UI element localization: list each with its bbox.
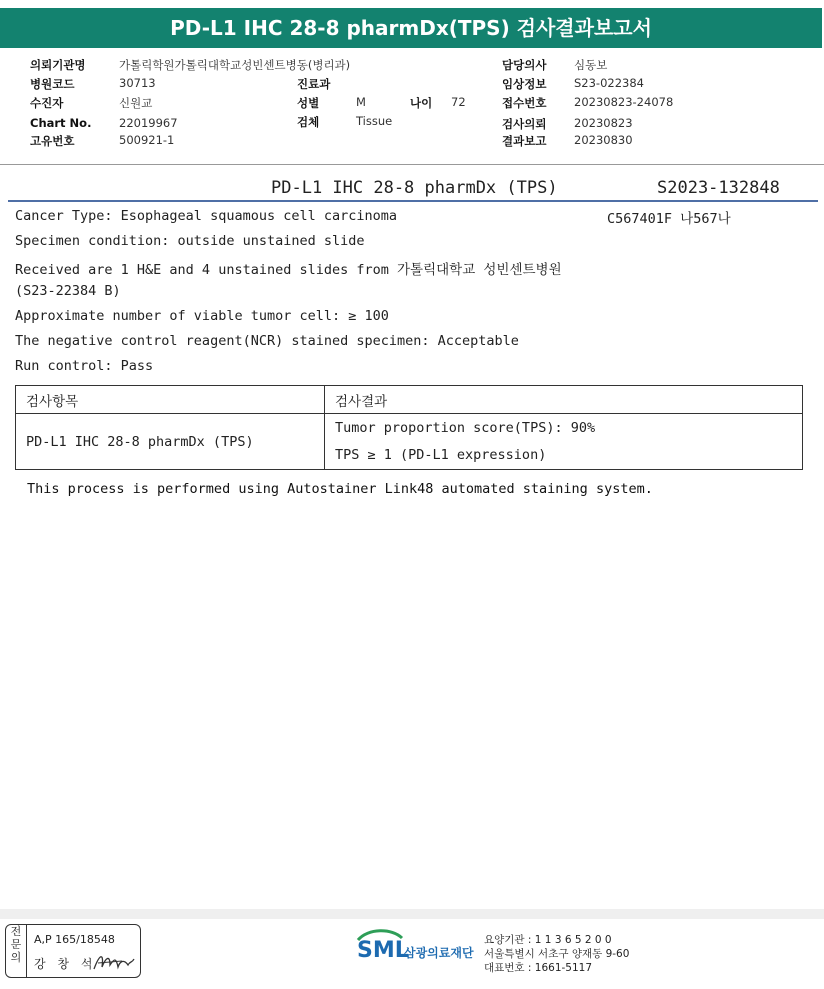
organization-name: 삼광의료재단 xyxy=(404,946,474,960)
process-note: This process is performed using Autostainer Link48 automated staining system. xyxy=(27,481,653,497)
ap-number: A,P 165/18548 xyxy=(34,933,115,946)
value-clinical-info: S23-022384 xyxy=(574,76,644,90)
header-test-result: 검사결과 xyxy=(325,386,803,414)
specialist-label xyxy=(6,925,27,977)
value-age: 72 xyxy=(451,95,466,109)
label-chart-no: Chart No. xyxy=(30,116,92,130)
label-report-date: 결과보고 xyxy=(502,134,547,148)
value-report-date: 20230830 xyxy=(574,133,633,147)
label-request-date: 검사의뢰 xyxy=(502,117,547,131)
tps-interpretation: TPS ≥ 1 (PD-L1 expression) xyxy=(335,446,547,463)
institution-code: 요양기관 : 1 1 3 6 5 2 0 0 xyxy=(484,934,612,946)
label-institution: 의뢰기관명 xyxy=(30,58,86,72)
results-header-row xyxy=(16,386,803,414)
value-patient: 신원교 xyxy=(119,96,153,110)
cancer-type-line: Cancer Type: Esophageal squamous cell carcinoma xyxy=(15,208,398,224)
label-specimen: 검체 xyxy=(297,115,320,129)
address: 서울특별시 서초구 양재동 9-60 xyxy=(484,948,630,960)
viable-cells-line: Approximate number of viable tumor cell: ≥ 100 xyxy=(15,308,389,324)
header-test-item: 검사항목 xyxy=(16,386,325,414)
specimen-condition-line: Specimen condition: outside unstained slide xyxy=(15,233,365,249)
results-row xyxy=(16,414,803,470)
value-chart-no: 22019967 xyxy=(119,116,178,130)
label-clinical-info: 임상정보 xyxy=(502,77,547,91)
label-accession-no: 접수번호 xyxy=(502,96,547,110)
label-doctor: 담당의사 xyxy=(502,58,547,72)
report-title-bar: PD-L1 IHC 28-8 pharmDx(TPS) 검사결과보고서 xyxy=(0,8,822,48)
value-accession-no: 20230823-24078 xyxy=(574,95,674,109)
report-number: S2023-132848 xyxy=(657,178,780,198)
received-slides-line: Received are 1 H&E and 4 unstained slides from 가톨릭대학교 성빈센트병원 xyxy=(15,262,562,278)
tps-score: Tumor proportion score(TPS): 90% xyxy=(335,419,596,436)
value-sex: M xyxy=(356,95,366,109)
ncr-line: The negative control reagent(NCR) stained specimen: Acceptable xyxy=(15,333,519,349)
signature-box xyxy=(5,924,141,978)
value-request-date: 20230823 xyxy=(574,116,633,130)
value-hospital-code: 30713 xyxy=(119,76,156,90)
label-age: 나이 xyxy=(410,96,433,110)
label-patient: 수진자 xyxy=(30,96,64,110)
results-table xyxy=(15,385,803,470)
sml-logo: SML xyxy=(357,938,409,963)
value-unique-no: 500921-1 xyxy=(119,133,175,147)
test-name-heading: PD-L1 IHC 28-8 pharmDx (TPS) xyxy=(271,178,558,198)
test-item-cell: PD-L1 IHC 28-8 pharmDx (TPS) xyxy=(16,414,325,470)
footer-band xyxy=(0,909,824,919)
signature-mark xyxy=(92,949,136,973)
value-institution: 가톨릭학원가톨릭대학교성빈센트병동(병리과) xyxy=(119,58,351,72)
pathologist-name: 강 창 석 xyxy=(34,957,97,971)
test-result-cell xyxy=(325,414,803,470)
specimen-code: C567401F 나567나 xyxy=(607,211,731,227)
run-control-line: Run control: Pass xyxy=(15,358,154,374)
label-department: 진료과 xyxy=(297,77,331,91)
header-divider xyxy=(0,164,824,165)
slide-id-line: (S23-22384 B) xyxy=(15,283,121,299)
main-phone: 대표번호 : 1661-5117 xyxy=(484,962,593,974)
specialist-label-text: 전문의 xyxy=(10,925,22,964)
accent-divider xyxy=(8,200,818,202)
label-hospital-code: 병원코드 xyxy=(30,77,75,91)
value-doctor: 심동보 xyxy=(574,58,608,72)
label-unique-no: 고유번호 xyxy=(30,134,75,148)
value-specimen: Tissue xyxy=(356,114,393,128)
label-sex: 성별 xyxy=(297,96,320,110)
sml-logo-arc xyxy=(356,928,404,942)
